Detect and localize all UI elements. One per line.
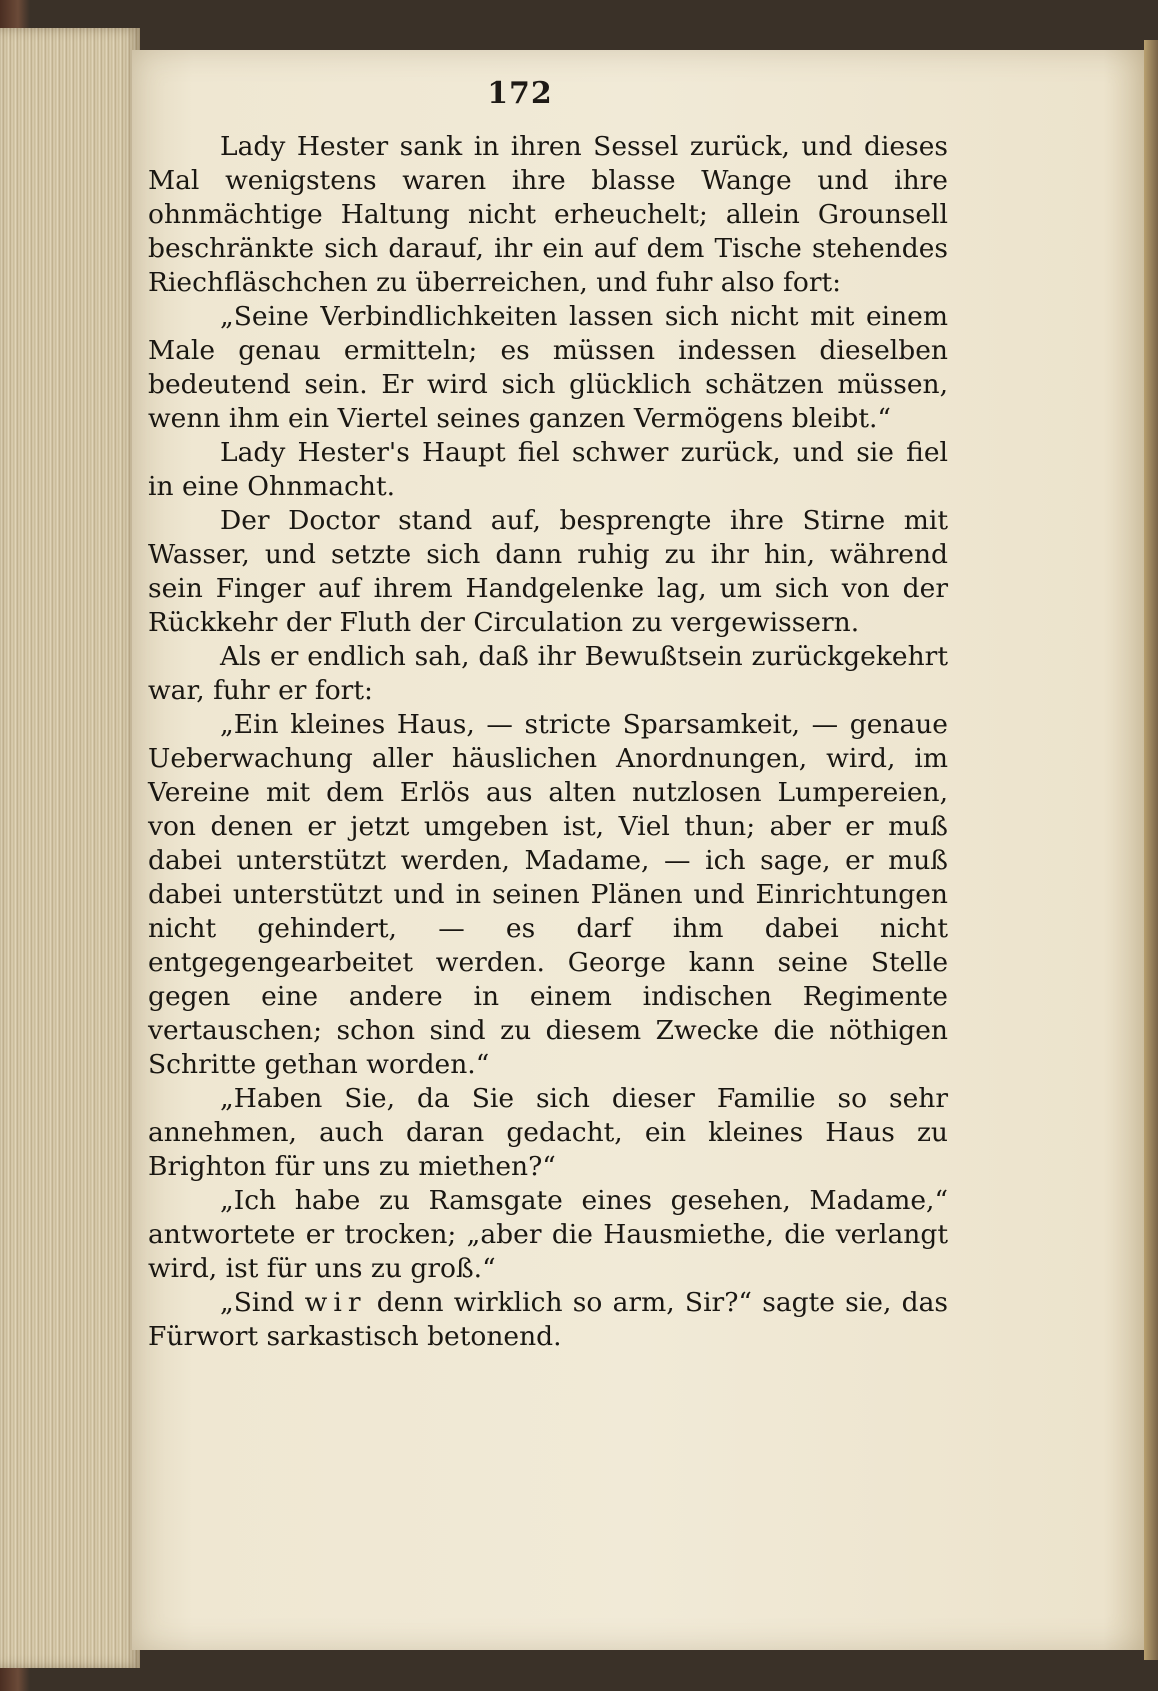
last-paragraph-start: „Sind: [220, 1287, 305, 1318]
page-number: 172: [487, 76, 553, 111]
paragraph: Der Doctor stand auf, besprengte ihre Stirne mit Wasser, und setzte sich dann ruhig zu ihr hin, während sein Finger auf ihrem Handgelenke lag, um sich von der Rückkehr der Fluth der Circulation zu vergewissern.: [148, 505, 948, 638]
last-paragraph: [148, 1286, 948, 1354]
right-page-edge: [1144, 40, 1158, 1660]
paragraph: „Seine Verbindlichkeiten lassen sich nicht mit einem Male genau ermitteln; es müssen indessen dieselben bedeutend sein. Er wird sich glücklich schätzen müssen, wenn ihm ein Viertel seines ganzen Vermögens bleibt.“: [148, 301, 948, 434]
last-paragraph-end: denn wirklich so arm, Sir?“ sagte sie, das Fürwort sarkastisch betonend.: [148, 1287, 948, 1352]
paragraph: „Haben Sie, da Sie sich dieser Familie so sehr annehmen, auch daran gedacht, ein kleines Haus zu Brighton für uns zu miethen?“: [148, 1083, 948, 1182]
paragraph: „Ich habe zu Ramsgate eines gesehen, Madame,“ antwortete er trocken; „aber die Hausmiethe, die verlangt wird, ist für uns zu groß.“: [148, 1185, 948, 1284]
paragraph: „Ein kleines Haus, — stricte Sparsamkeit, — genaue Ueberwachung aller häuslichen Anordnungen, wird, im Vereine mit dem Erlös aus alten nutzlosen Lumpereien, von denen er jetzt umgeben ist, Viel thun; aber er muß dabei unterstützt werden, Madame, — ich sage, er muß dabei unterstützt und in seinen Plänen und Einrichtungen nicht gehindert, — es darf ihm dabei nicht entgegengearbeitet werden. George kann seine Stelle gegen eine andere in einem indischen Regimente vertauschen; schon sind zu diesem Zwecke die nöthigen Schritte gethan worden.“: [148, 709, 948, 1080]
paragraph: Als er endlich sah, daß ihr Bewußtsein zurückgekehrt war, fuhr er fort:: [148, 641, 948, 706]
stacked-page-edges: [0, 28, 140, 1668]
emphasized-word: wir: [304, 1287, 367, 1318]
paragraph: Lady Hester sank in ihren Sessel zurück, und dieses Mal wenigstens waren ihre blasse Wange und ihre ohnmächtige Haltung nicht erheuchelt; allein Grounsell beschränkte sich darauf, ihr ein auf dem Tische stehendes Riechfläschchen zu überreichen, und fuhr also fort:: [148, 131, 948, 298]
body-text: [148, 130, 948, 1354]
paragraph: Lady Hester's Haupt fiel schwer zurück, und sie fiel in eine Ohnmacht.: [148, 437, 948, 502]
